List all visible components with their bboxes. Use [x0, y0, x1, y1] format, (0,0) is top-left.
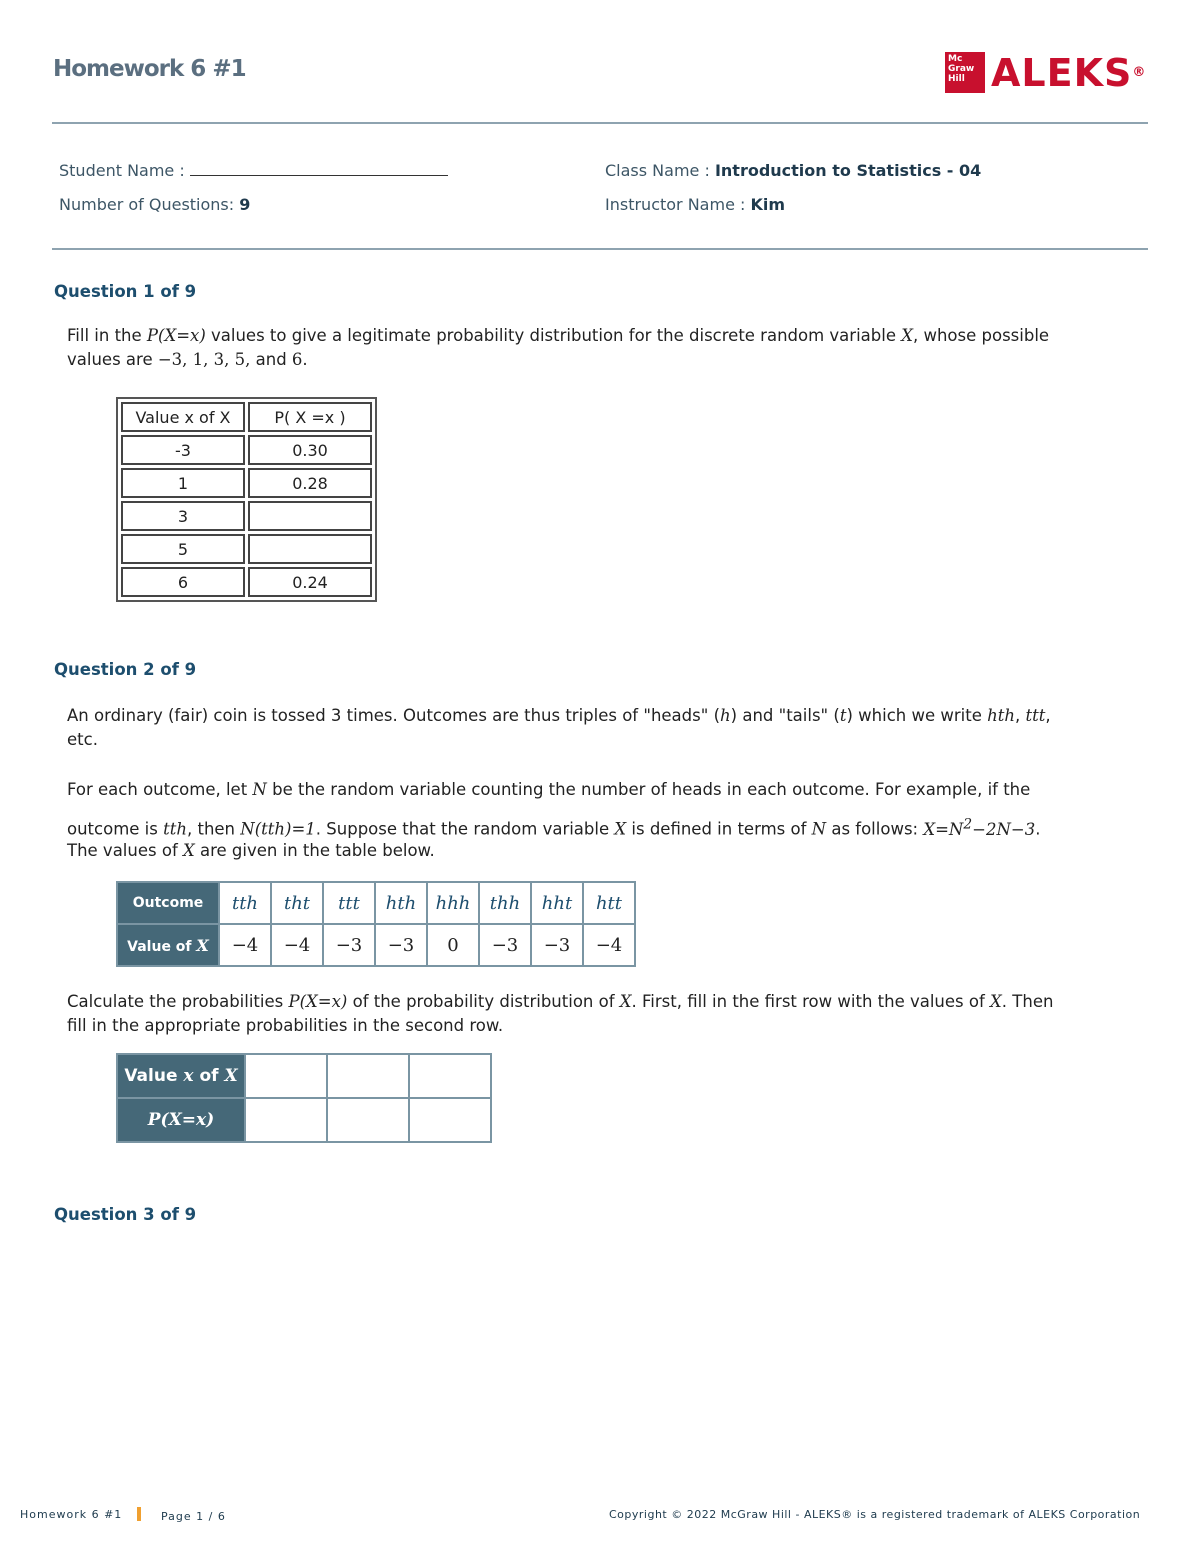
q2-formula-part: X=N [923, 819, 964, 839]
q2-math-n: N [252, 780, 267, 799]
answer-blank-cell[interactable] [245, 1098, 327, 1142]
answer-blank-cell[interactable] [327, 1054, 409, 1098]
value-cell: −3 [375, 924, 427, 966]
question-1-text [67, 324, 1147, 372]
q2-text-part: be the random variable counting the number of heads in each outcome. For example, if the [272, 780, 1031, 799]
q2-text-part: An ordinary (fair) coin is tossed 3 times. Outcomes are thus triples of "heads" ( [67, 706, 721, 725]
q1-math-last-value: 6 [291, 350, 303, 369]
probability-cell: 0.24 [248, 567, 372, 597]
question-2-instructions [67, 990, 1147, 1038]
answer-probability-row-label: P(X=x) [117, 1098, 245, 1142]
q1-math-x: X [901, 326, 913, 345]
q1-text-part: Fill in the [67, 326, 142, 345]
outcome-cell: hth [375, 882, 427, 924]
outcome-cell: htt [583, 882, 635, 924]
instructor-row [605, 195, 785, 214]
q2-text-part: as follows: [831, 819, 919, 839]
outcome-cell: thh [479, 882, 531, 924]
answer-label-var: X [224, 1066, 238, 1086]
answer-blank-cell[interactable] [409, 1098, 491, 1142]
table-row [121, 567, 372, 597]
footer-copyright: Copyright © 2022 McGraw Hill - ALEKS® is a registered trademark of ALEKS Corporation [609, 1508, 1141, 1521]
document-title: Homework 6 #1 [53, 56, 246, 82]
value-cell: −3 [479, 924, 531, 966]
q2-math-ttt: ttt [1025, 706, 1046, 725]
outcome-row [117, 882, 635, 924]
value-row-label-var: X [196, 935, 209, 955]
value-cell: 6 [121, 567, 245, 597]
q2-math-t: t [839, 706, 847, 725]
q2-text-part: etc. [67, 730, 98, 749]
aleks-logo [945, 52, 1146, 93]
q2-text-part: fill in the appropriate probabilities in the second row. [67, 1016, 504, 1035]
probability-blank-cell[interactable] [248, 534, 372, 564]
answer-label-var: x [183, 1066, 194, 1086]
value-cell: -3 [121, 435, 245, 465]
answer-blank-cell[interactable] [409, 1054, 491, 1098]
table-row [121, 501, 372, 531]
table-row [121, 435, 372, 465]
q2-math-pxx: P(X=x) [288, 992, 348, 1011]
aleks-wordmark [991, 50, 1147, 95]
probability-cell: 0.30 [248, 435, 372, 465]
footer-separator [137, 1507, 141, 1521]
value-cell: 5 [121, 534, 245, 564]
q2-text-part: . First, fill in the first row with the values of [631, 992, 985, 1011]
answer-blank-cell[interactable] [245, 1054, 327, 1098]
answer-label-text: of [199, 1066, 219, 1086]
answer-value-row [117, 1054, 491, 1098]
q2-math-tth: tth [163, 819, 187, 839]
q2-text-part: outcome is [67, 819, 158, 839]
q2-text-part: . [1035, 819, 1041, 839]
question-2-table-intro [67, 839, 1147, 863]
header-probability: P( X =x ) [248, 402, 372, 432]
class-name-label: Class Name : [605, 161, 710, 180]
q2-text-part: ) which we write [846, 706, 982, 725]
table-header-row [121, 402, 372, 432]
value-row [117, 924, 635, 966]
q1-text-part: and [255, 350, 287, 369]
header-divider [52, 122, 1148, 124]
q2-math-x: X [614, 819, 627, 839]
value-cell: −4 [219, 924, 271, 966]
outcome-cell: ttt [323, 882, 375, 924]
q1-text-part: values are [67, 350, 153, 369]
value-cell: 1 [121, 468, 245, 498]
q2-math-h: h [720, 706, 731, 725]
q2-text-part: The values of [67, 841, 178, 860]
question-2-heading: Question 2 of 9 [54, 660, 197, 679]
answer-label-text: Value [124, 1066, 178, 1086]
q2-math-n: N [811, 819, 827, 839]
q2-math-x: X [619, 992, 632, 1011]
probability-blank-cell[interactable] [248, 501, 372, 531]
q2-math-x: X [990, 992, 1002, 1011]
q2-text-part: . Then [1001, 992, 1054, 1011]
q2-text-part: , [1045, 706, 1051, 725]
value-cell: −4 [271, 924, 323, 966]
outcome-cell: tth [219, 882, 271, 924]
student-name-row [59, 161, 448, 180]
footer-title: Homework 6 #1 [20, 1508, 123, 1521]
q2-text-part: ) and "tails" ( [730, 706, 840, 725]
q2-text-part: , [1015, 706, 1021, 725]
instructor-label: Instructor Name : [605, 195, 746, 214]
value-cell: −3 [323, 924, 375, 966]
value-row-label [117, 924, 219, 966]
student-name-blank [190, 161, 448, 176]
question-3-heading: Question 3 of 9 [54, 1205, 197, 1224]
answer-value-row-label [117, 1054, 245, 1098]
value-cell: 0 [427, 924, 479, 966]
question-2-intro [67, 704, 1147, 752]
aleks-wordmark-text: ALEKS [991, 50, 1133, 95]
header-value-x: Value x of X [121, 402, 245, 432]
student-name-label: Student Name : [59, 161, 185, 180]
q2-text-part: is defined in terms of [631, 819, 807, 839]
q2-text-part: Calculate the probabilities [67, 992, 284, 1011]
q2-outcome-table [116, 881, 636, 967]
table-row [121, 468, 372, 498]
value-cell: 3 [121, 501, 245, 531]
answer-blank-cell[interactable] [327, 1098, 409, 1142]
value-cell: −3 [531, 924, 583, 966]
question-2-definition [67, 772, 1147, 847]
mcgraw-hill-logo-mark: Mc Graw Hill [945, 52, 985, 93]
instructor-value: Kim [750, 195, 786, 214]
questions-count-row [59, 195, 250, 214]
questions-count-value: 9 [239, 195, 251, 214]
outcome-cell: tht [271, 882, 323, 924]
q2-math-hth: hth [987, 706, 1015, 725]
q2-text-part: , then [186, 819, 236, 839]
outcome-row-label: Outcome [117, 882, 219, 924]
q2-formula [923, 816, 1036, 839]
q2-formula-exponent: 2 [963, 816, 973, 832]
q2-text-part: . Suppose that the random variable [315, 819, 610, 839]
footer-page-number: Page 1 / 6 [161, 1510, 226, 1523]
question-1-heading: Question 1 of 9 [54, 282, 197, 301]
q1-text-part: values to give a legitimate probability distribution for the discrete random variable [211, 326, 896, 345]
q1-text-part: . [302, 350, 308, 369]
q2-math-n-tth: N(tth)=1 [240, 819, 316, 839]
probability-cell: 0.28 [248, 468, 372, 498]
value-row-label-text: Value of [127, 938, 192, 955]
registered-mark: ® [1132, 64, 1147, 80]
table-row [121, 534, 372, 564]
class-name-value: Introduction to Statistics - 04 [714, 161, 982, 180]
q2-text-part: of the probability distribution of [352, 992, 615, 1011]
q2-text-part: are given in the table below. [200, 841, 435, 860]
outcome-cell: hht [531, 882, 583, 924]
answer-probability-row [117, 1098, 491, 1142]
q1-text-part: , whose possible [912, 326, 1050, 345]
info-divider [52, 248, 1148, 250]
value-cell: −4 [583, 924, 635, 966]
q2-math-x: X [183, 841, 195, 860]
q1-math-values: −3, 1, 3, 5, [157, 350, 251, 369]
q2-text-part: For each outcome, let [67, 780, 248, 799]
outcome-cell: hhh [427, 882, 479, 924]
class-name-row [605, 161, 981, 180]
q1-math-pxx: P(X=x) [146, 326, 206, 345]
q2-formula-part: −2N−3 [972, 819, 1036, 839]
q1-distribution-table [116, 397, 377, 602]
q2-answer-table [116, 1053, 492, 1143]
questions-count-label: Number of Questions: [59, 195, 235, 214]
